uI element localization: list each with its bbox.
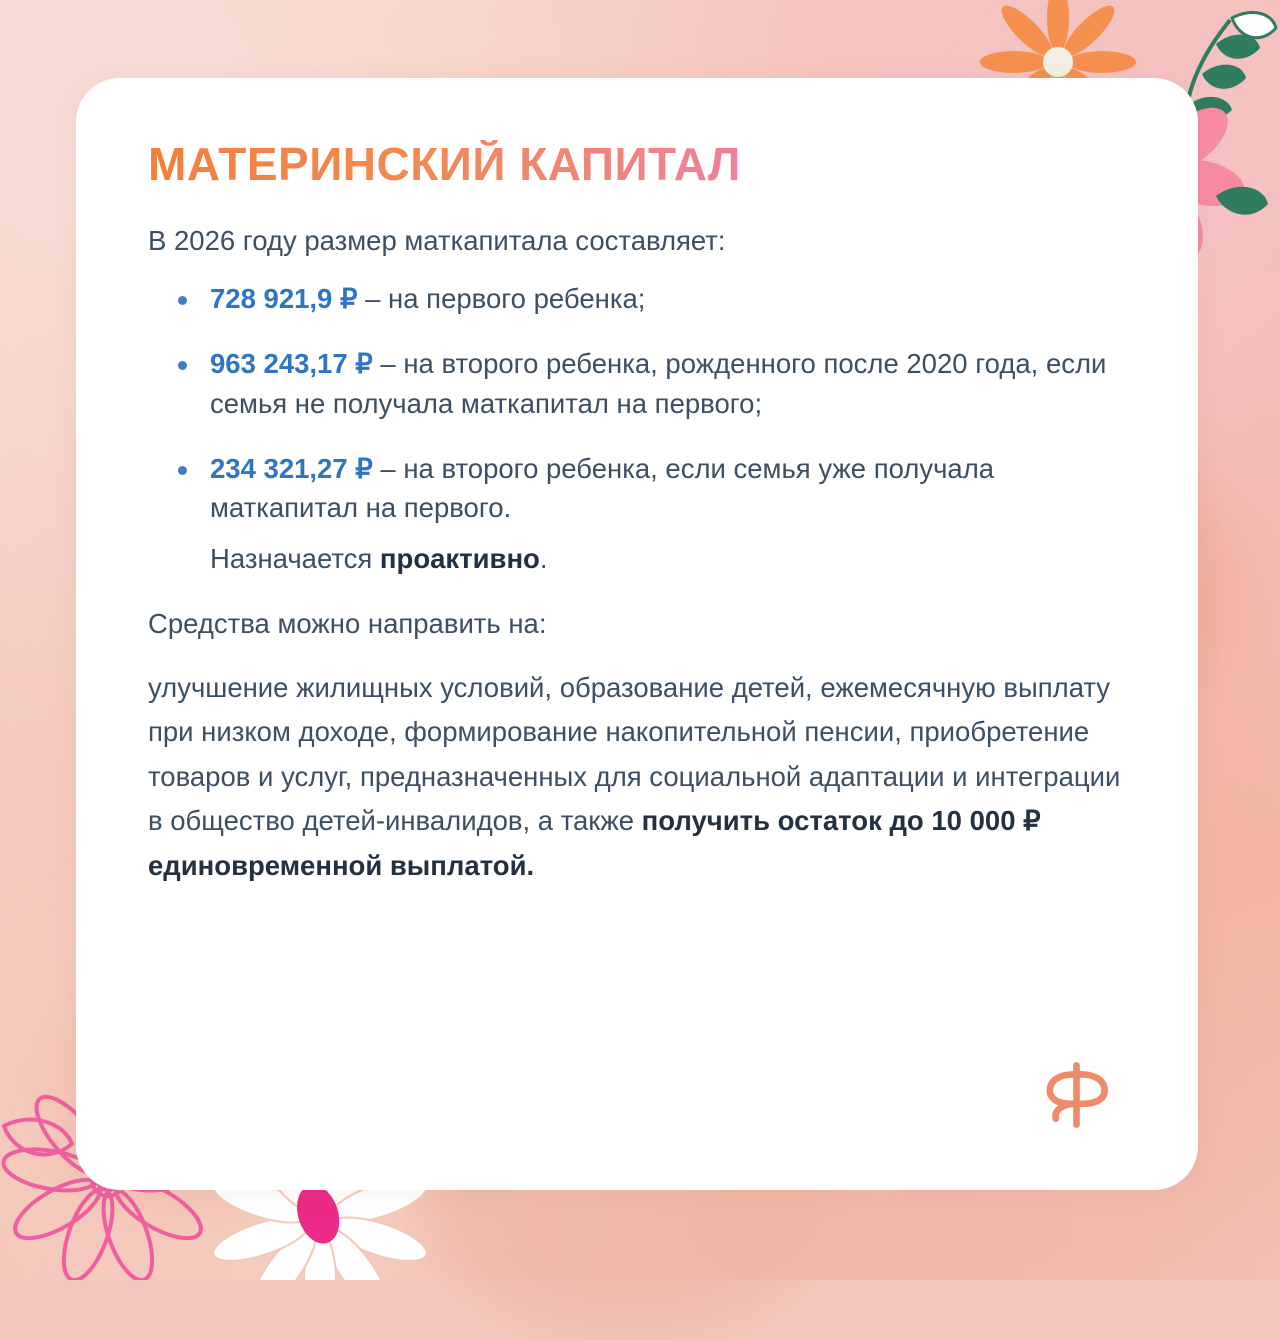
info-card	[76, 78, 1198, 1190]
list-item	[178, 449, 1138, 578]
list-item	[178, 279, 1138, 318]
proactive-note	[210, 539, 1138, 578]
card-content	[148, 140, 1138, 888]
usage-body-text	[148, 666, 1138, 889]
usage-body-regular: улучшение жилищных условий, образование детей, ежемесячную выплату при низком доходе, формирование накопительной пенсии, приобретение товаров и услуг, предназначенных для социальной адаптации и интеграции в общество детей-инвалидов, а также	[148, 671, 1121, 837]
amount-value: 234 321,27 ₽	[210, 452, 373, 484]
proactive-note-prefix: Назначается	[210, 542, 380, 574]
usage-lead-text: Средства можно направить на:	[148, 607, 547, 639]
amount-value: 963 243,17 ₽	[210, 348, 373, 380]
proactive-note-bold: проактивно	[379, 542, 540, 574]
page-title: МАТЕРИНСКИЙ КАПИТАЛ	[148, 140, 1138, 188]
intro-text: В 2026 году размер маткапитала составляет:	[148, 225, 726, 257]
list-item	[178, 344, 1138, 422]
amount-description: – на второго ребенка, если семья уже получала маткапитал на первого.	[210, 452, 995, 523]
amount-description: – на второго ребенка, рожденного после 2020 года, если семья не получала маткапитал на первого;	[210, 348, 1107, 419]
proactive-note-suffix: .	[539, 542, 548, 574]
sfr-logo	[1038, 1058, 1112, 1132]
amounts-list	[148, 279, 1138, 577]
amount-value: 728 921,9 ₽	[210, 283, 358, 315]
amount-description: – на первого ребенка;	[357, 283, 646, 315]
usage-body-bold: получить остаток до 10 000 ₽ единовременной выплатой.	[148, 805, 1041, 881]
